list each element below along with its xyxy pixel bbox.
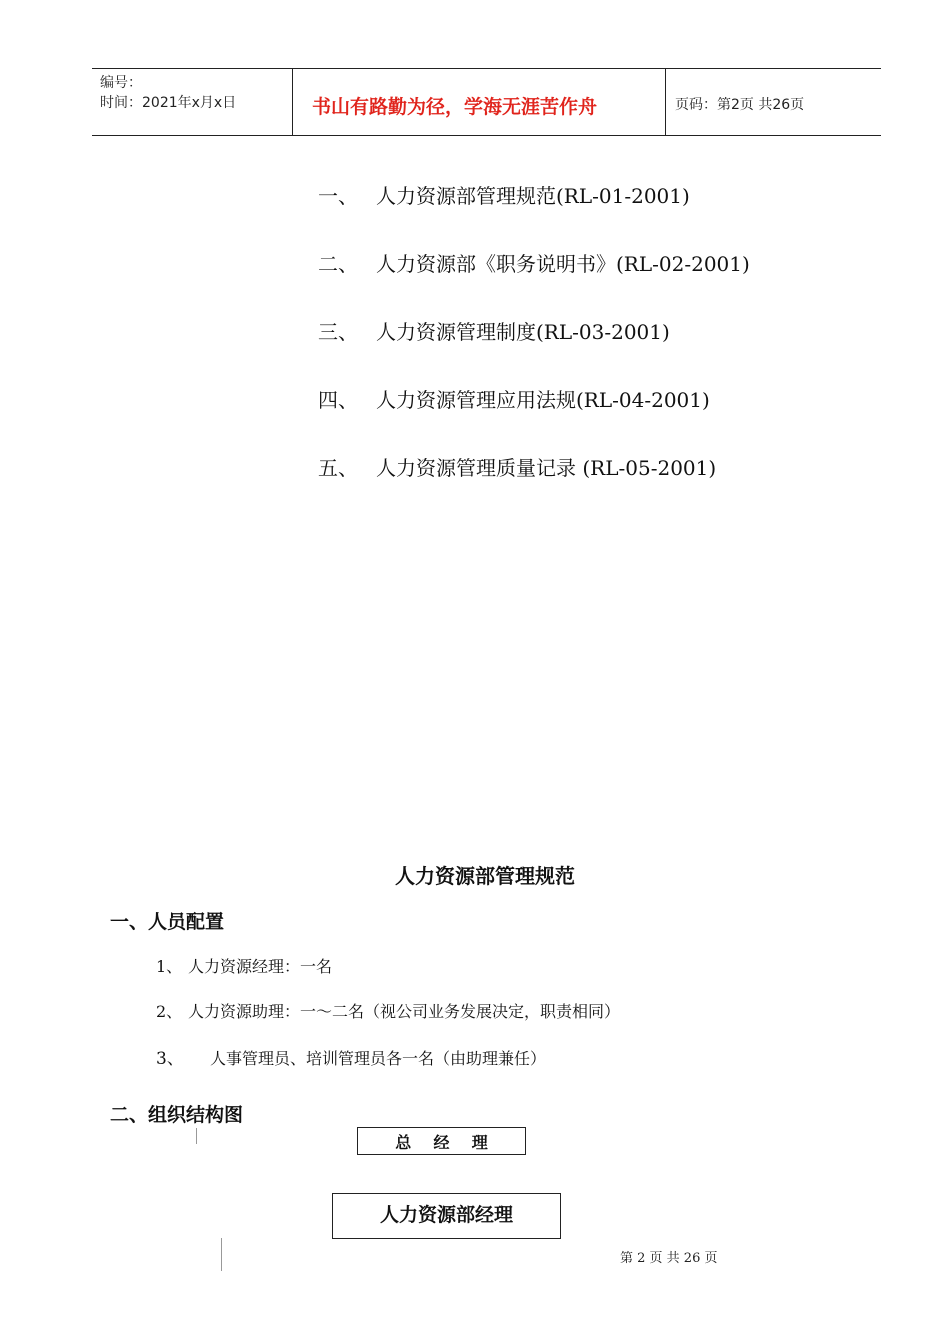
header-divider-right	[665, 68, 666, 136]
toc-item-text: 人力资源部管理规范(RL-01-2001)	[376, 184, 690, 208]
toc-item-number: 一、	[318, 184, 358, 208]
list-item	[156, 999, 620, 1022]
document-title: 人力资源部管理规范	[395, 864, 575, 888]
toc-item-text: 人力资源部《职务说明书》(RL-02-2001)	[376, 252, 750, 276]
list-item-number: 2、	[156, 1002, 183, 1021]
list-item-number: 1、	[156, 957, 183, 976]
margin-tick-mark	[221, 1238, 222, 1271]
toc-item	[318, 384, 710, 413]
toc-item-number: 二、	[318, 252, 358, 276]
header-bottom-rule	[92, 135, 881, 136]
header-time-label: 时间：2021年x月x日	[100, 95, 237, 111]
toc-item-text: 人力资源管理应用法规(RL-04-2001)	[376, 388, 710, 412]
toc-item	[318, 180, 690, 209]
header-divider-left	[292, 68, 293, 136]
page-footer: 第 2 页 共 26 页	[620, 1251, 718, 1266]
header-number-label: 编号：	[100, 75, 142, 91]
list-item	[156, 954, 332, 977]
list-item-text: 人力资源经理：一名	[188, 957, 333, 976]
header-page-label: 页码：第2页 共26页	[675, 97, 805, 113]
toc-item	[318, 248, 750, 277]
toc-item-text: 人力资源管理制度(RL-03-2001)	[376, 320, 670, 344]
section-heading-staffing: 一、人员配置	[110, 911, 225, 933]
header-motto: 书山有路勤为径，学海无涯苦作舟	[312, 96, 598, 118]
org-box-hr-manager: 人力资源部经理	[332, 1193, 561, 1239]
list-item	[156, 1044, 546, 1069]
toc-item-number: 五、	[318, 456, 358, 480]
section-heading-org-chart: 二、组织结构图	[110, 1104, 244, 1126]
toc-item-number: 四、	[318, 388, 358, 412]
toc-item	[318, 316, 670, 345]
toc-item-text: 人力资源管理质量记录 (RL-05-2001)	[376, 456, 717, 480]
list-item-number: 3、	[156, 1049, 184, 1069]
toc-item-number: 三、	[318, 320, 358, 344]
org-box-general-manager: 总 经 理	[357, 1127, 526, 1155]
margin-tick-mark	[196, 1128, 197, 1144]
header-top-rule	[92, 68, 881, 69]
list-item-text: 人力资源助理：一～二名（视公司业务发展决定，职责相同）	[188, 1002, 621, 1021]
toc-item	[318, 452, 716, 481]
list-item-text: 人事管理员、培训管理员各一名（由助理兼任）	[210, 1049, 547, 1068]
